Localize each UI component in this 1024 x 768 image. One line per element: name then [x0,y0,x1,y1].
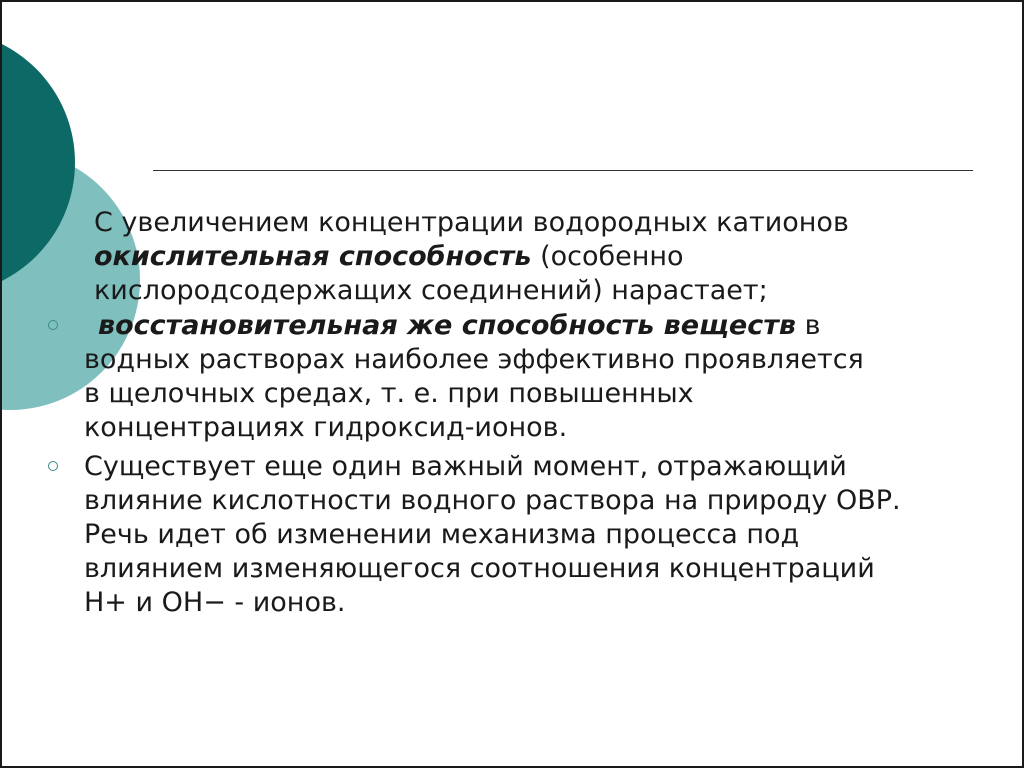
paragraph-3-line-5: Н+ и ОН− - ионов. [84,587,346,618]
paragraph-1-line-2 [94,240,984,274]
paragraph-1-text-b: (особенно [540,241,684,272]
paragraph-2-line-3: в щелочных средах, т. е. при повышенных [84,378,694,409]
paragraph-1-emphasis: окислительная способность [94,241,532,272]
paragraph-2-line-1 [84,309,984,343]
paragraph-2 [84,309,984,445]
paragraph-3-line-1: Существует еще один важный момент, отражающий [84,451,847,482]
paragraph-1-line-1 [94,206,984,240]
paragraph-3-line-2: влияние кислотности водного раствора на природу ОВР. [84,485,901,516]
paragraph-2-emphasis: восстановительная же способность веществ [98,310,796,341]
bullet-circle-icon [48,320,58,330]
paragraph-3 [84,450,984,620]
slide-body [84,206,984,620]
paragraph-3-line-3: Речь идет об изменении механизма процесса под [84,519,800,550]
paragraph-1-text-c: кислородсодержащих соединений) нарастает; [94,275,768,306]
paragraph-2-line-2: водных растворах наиболее эффективно проявляется [84,344,864,375]
paragraph-1-text-a: С увеличением концентрации водородных катионов [94,207,849,238]
paragraph-1-line-3 [94,274,984,308]
paragraph-3-line-4: влиянием изменяющегося соотношения концентраций [84,553,875,584]
paragraph-2-line-4: концентрациях гидроксид-ионов. [84,412,568,443]
bullet-circle-icon [48,461,58,471]
title-divider-line [153,170,973,171]
paragraph-1 [84,206,984,308]
paragraph-2-text-a: в [804,310,821,341]
